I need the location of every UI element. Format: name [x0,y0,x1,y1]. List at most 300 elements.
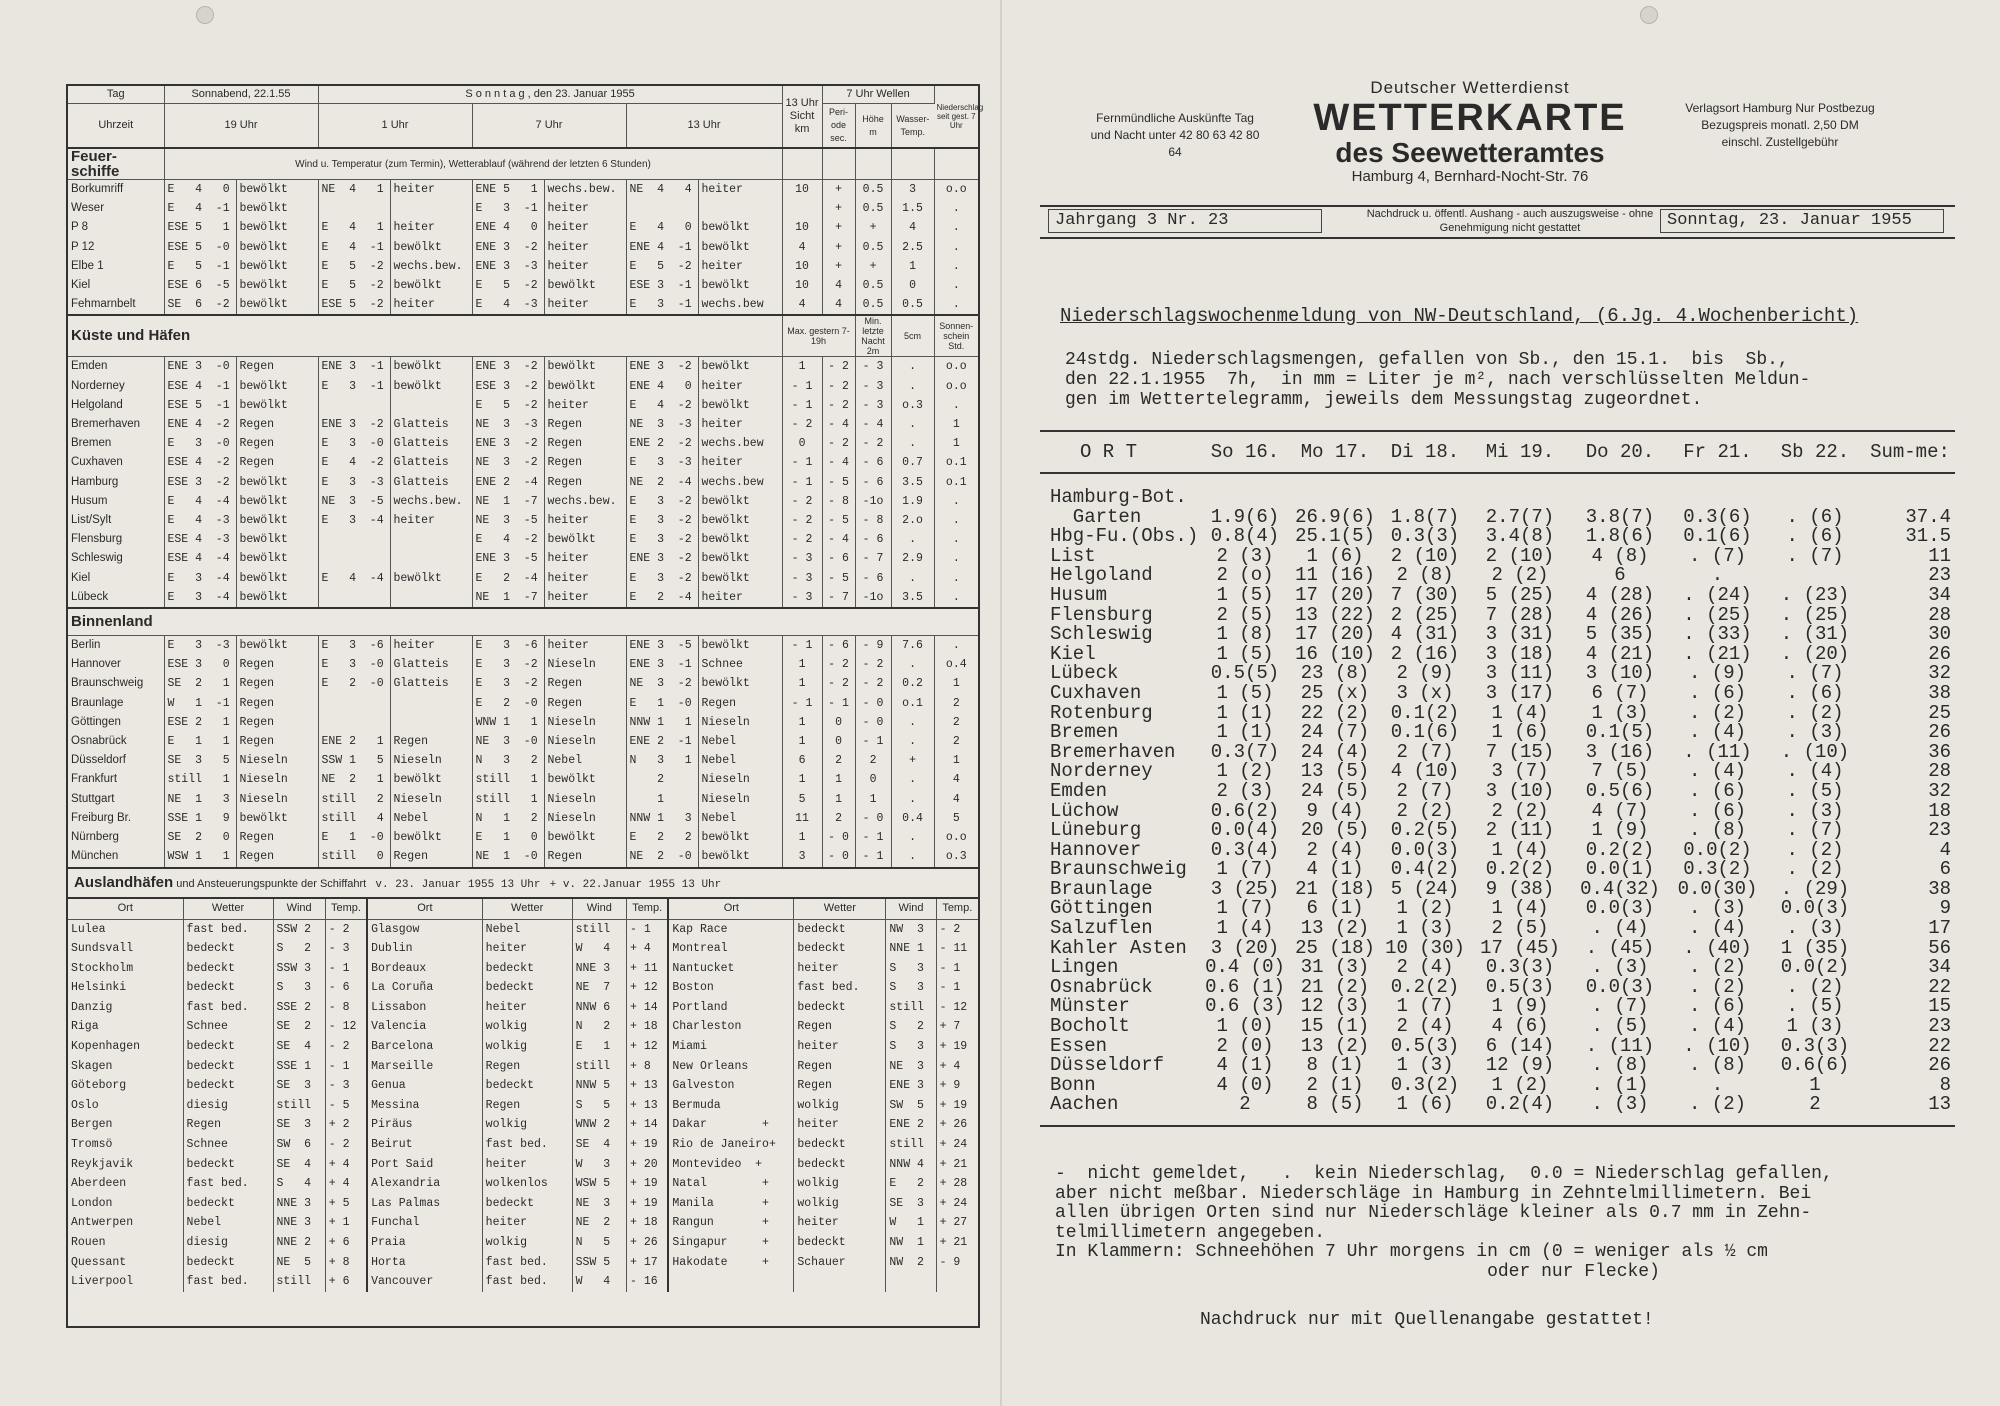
cell: NE 3 -3 [626,415,698,434]
cell: . (9) [1688,662,1746,685]
cell [1380,473,1470,508]
cell: NE 4 4 [626,180,698,200]
cell: ESE 6 -5 [164,276,236,295]
cell: 2.5 [891,238,934,257]
cell: 2 (1) [1306,1073,1364,1096]
cell: SE 3 5 [164,751,236,770]
cell: SE 4 [572,1135,626,1155]
table-row [1040,625,1955,645]
cell: - 3 [325,939,367,959]
cell: 3 [782,847,822,866]
cell: 4 (31) [1390,623,1460,646]
cell: 9 (4) [1306,799,1364,822]
cell: 2 (4) [1396,1015,1454,1038]
cell: 13 (5) [1300,760,1370,783]
cell: - 6 [325,978,367,998]
port-name: Praia [367,1233,482,1253]
cell: bewölkt [236,238,318,257]
cell: 0.3(2) [1683,858,1752,881]
col-wetter: Wetter [482,898,572,920]
table-row [68,939,978,959]
cell: . [891,790,934,809]
cell: 1.9 [891,492,934,511]
cell: Nebel [390,809,472,828]
cell: E 3 -0 [164,434,236,453]
cell: - 1 [855,828,891,847]
cell: E 3 -2 [626,511,698,530]
port-name: Kopenhagen [68,1037,183,1057]
cell: Glatteis [390,674,472,693]
cell: 3 (10) [1485,779,1555,802]
cell: 23 [1928,819,1951,842]
station-name: Bremerhaven [68,415,164,434]
cell: 3 (7) [1491,760,1549,783]
cell: 2 (8) [1396,564,1454,587]
cell: - 6 [855,530,891,549]
cell: 4 (7) [1591,799,1649,822]
station-name: München [68,847,164,866]
cell: . (25) [1780,603,1850,626]
cell: heiter [544,199,626,218]
cell: bewölkt [390,276,472,295]
cell: bewölkt [236,218,318,237]
cell: - 4 [855,415,891,434]
cell: bewölkt [698,218,782,237]
cell: 2 (3) [1216,779,1274,802]
cell: - 7 [855,549,891,568]
cell: E 4 -2 [318,453,390,472]
cell: 23 [1928,564,1951,587]
column-header: O R T [1040,431,1200,473]
port-name: Nantucket [668,959,794,979]
table-row [68,377,978,396]
table-row [68,732,978,751]
cell: ESE 3 0 [164,655,236,674]
punch-hole-right [1640,6,1658,24]
cell: - 3 [325,1076,367,1096]
port-name: Dublin [367,939,482,959]
cell: 0.3(3) [1390,525,1460,548]
cell: 1 [782,770,822,789]
cell: E 4 -4 [164,492,236,511]
cell: heiter [390,636,472,656]
uhrzeit-label: Uhrzeit [68,104,164,149]
cell: 1 [952,677,960,691]
cell: - 3 [855,396,891,415]
table-row [1040,586,1955,606]
cell: - 1 [939,961,961,975]
port-name: Rio de Janeiro+ [668,1135,794,1155]
cell: still [886,1135,936,1155]
cell: N 3 1 [626,751,698,770]
cell: 4 (10) [1390,760,1460,783]
cell: heiter [794,1213,886,1233]
cell: . [891,713,934,732]
datum: Sonntag, 23. Januar 1955 [1660,209,1944,233]
cell: Regen [236,847,318,866]
cell: ESE 5 1 [164,218,236,237]
cell: NE 5 [273,1253,325,1273]
cell: 1 (7) [1216,858,1274,881]
section-title: Feuer-schiffe [68,148,164,180]
cell: Regen [236,732,318,751]
cell: 0.5(6) [1585,779,1655,802]
precip-rows [1040,473,1955,1126]
cell: Regen [794,1076,886,1096]
cell: + 18 [627,1017,669,1037]
port-name: Reykjavik [68,1155,183,1175]
station-name: List [1050,544,1096,567]
cell: 4 [782,295,822,315]
port-name: Rangun + [668,1213,794,1233]
cell: E 1 -0 [626,694,698,713]
cell: . (7) [1786,819,1844,842]
cell: 24 (4) [1300,740,1370,763]
cell: 1 (2) [1216,760,1274,783]
cell: 0.4(32) [1580,877,1660,900]
cell: . (7) [1786,662,1844,685]
cell: . (3) [1786,721,1844,744]
cell: 3 [891,180,934,200]
cell: + 2 [325,1115,367,1135]
table-row [68,588,978,608]
cell [1570,473,1670,508]
cell: SE 2 1 [164,674,236,693]
table-row [68,674,978,693]
cell: Glatteis [390,434,472,453]
cell: 1 (2) [1491,1073,1549,1096]
station-name: List/Sylt [68,511,164,530]
cell: 31 (3) [1300,956,1370,979]
cell: - 3 [782,569,822,588]
table-row [68,530,978,549]
cell: 1 [952,437,960,451]
cell: 0.2(2) [1390,975,1460,998]
station-name: Husum [1050,583,1108,606]
port-name: Barcelona [367,1037,482,1057]
cell: - 1 [627,919,669,939]
port-name: Galveston [668,1076,794,1096]
cell: 1 (8) [1216,623,1274,646]
cell: SW 5 [886,1096,936,1116]
cell: SSW 3 [273,959,325,979]
cell: 6 [1614,564,1626,587]
cell: heiter [544,238,626,257]
cell: + 12 [627,1037,669,1057]
table-row [1040,723,1955,743]
cell: NE 2 1 [318,770,390,789]
cell: o.1 [945,475,967,489]
cell: E 3 -1 [318,377,390,396]
cell: . [952,639,960,653]
cell: E 2 2 [626,828,698,847]
cell: + 4 [939,1059,961,1073]
cell: 0.1(6) [1390,721,1460,744]
cell: 3.5 [891,588,934,608]
fernmuendlich: Fernmündliche Auskünfte Tag und Nacht unter 42 80 63 42 80 64 [1090,111,1260,159]
col-ort: Ort [68,898,183,920]
cell: heiter [794,959,886,979]
cell: - 5 [822,473,855,492]
cell: 2 (9) [1396,662,1454,685]
cell: - 2 [782,415,822,434]
cell: E 5 -2 [318,276,390,295]
station-name: Elbe 1 [68,257,164,276]
cell: bewölkt [236,549,318,568]
station-name: Norderney [1050,760,1153,783]
station-name: Aachen [1040,1095,1200,1126]
cell: Nieseln [544,713,626,732]
cell: Nieseln [236,751,318,770]
cell: 3 (31) [1485,623,1555,646]
cell: 16 (10) [1295,642,1375,665]
cell: Glatteis [390,473,472,492]
port-name: Singapur + [668,1233,794,1253]
cell: + 1 [325,1213,367,1233]
port-name: Liverpool [68,1272,183,1292]
cell: - 2 [325,919,367,939]
cell: . (6) [1786,525,1844,548]
cell: ESE 3 -2 [164,473,236,492]
station-name: Lüneburg [1050,819,1142,842]
col-wind: Wind [572,898,626,920]
cell: 1 (2) [1396,897,1454,920]
cell: Regen [794,1057,886,1077]
cell: E 3 -2 [626,530,698,549]
cell: NE 2 [572,1213,626,1233]
cell: NE 3 [886,1057,936,1077]
table-row [68,1076,978,1096]
cell: heiter [794,1115,886,1135]
cell: NNE 1 [886,939,936,959]
cell: . (5) [1786,995,1844,1018]
table-row [68,636,978,656]
cell: E 4 -1 [318,238,390,257]
station-name: Göttingen [1050,897,1153,920]
port-name: Beirut [367,1135,482,1155]
cell: 25 (x) [1300,681,1370,704]
port-name: Funchal [367,1213,482,1233]
cell: fast bed. [482,1135,572,1155]
column-header: Mo 17. [1290,431,1380,473]
cell: 1 (4) [1216,917,1274,940]
cell: heiter [794,1037,886,1057]
table-row [68,1115,978,1135]
cell: E 3 -0 [318,655,390,674]
cell: 6 [782,751,822,770]
station-name: Garten [1050,505,1142,528]
cell: . [952,298,960,312]
cell: + 14 [627,1115,669,1135]
table-row [68,1213,978,1233]
page-fold [1000,0,1002,1406]
cell: bewölkt [698,549,782,568]
col-wetter: Wetter [183,898,273,920]
cell: . [891,655,934,674]
verlag: Verlagsort Hamburg Nur Postbezug Bezugspreis monatl. 2,50 DM einschl. Zustellgebühr [1685,101,1875,149]
cell [318,713,390,732]
col-temp: Temp. [325,898,367,920]
cell: wechs.bew. [544,180,626,200]
cell: SE 4 [273,1155,325,1175]
nachdruck-header: Nachdruck u. öffentl. Aushang - auch auszugsweise - ohne Genehmigung nicht gestattet [1366,208,1654,234]
station-name: Rotenburg [1050,701,1153,724]
cell: bedeckt [482,978,572,998]
cell: . [891,847,934,866]
cell: 6 (1) [1306,897,1364,920]
cell: 2 (7) [1396,779,1454,802]
cell: E 1 0 [472,828,544,847]
column-header: Di 18. [1380,431,1470,473]
cell: heiter [544,396,626,415]
table-row [1040,664,1955,684]
cell [318,396,390,415]
cell: - 3 [855,357,891,377]
cell: 0.6 (1) [1205,975,1285,998]
cell: . [891,732,934,751]
cell: SE 2 [273,1017,325,1037]
cell: - 6 [822,636,855,656]
kueste-rows [68,357,978,608]
cell: + 18 [627,1213,669,1233]
cell: SSE 1 9 [164,809,236,828]
cell: 1 [1809,1073,1821,1096]
cell: bedeckt [482,959,572,979]
port-name: Antwerpen [68,1213,183,1233]
punch-hole-left [196,6,214,24]
tag-label: Tag [68,86,164,104]
cell: SW 6 [273,1135,325,1155]
cell: Regen [482,1096,572,1116]
cell: + 20 [627,1155,669,1175]
station-name: Bremen [1050,721,1119,744]
cell: 0.0(30) [1677,877,1758,900]
niederschlag-label: Niederschlag seit gest. 7 Uhr [934,86,978,148]
cell: + 6 [325,1272,367,1292]
cell: - 5 [822,569,855,588]
station-name: Flensburg [1050,603,1153,626]
cell: still [273,1096,325,1116]
cell: - 2 [822,434,855,453]
cell: 7 (28) [1485,603,1555,626]
col-wetter: Wetter [794,898,886,920]
cell: 24 (7) [1300,721,1370,744]
cell: NE 1 -7 [472,492,544,511]
ausland-rows [68,919,978,1292]
cell: - 2 [822,674,855,693]
cell: . (20) [1780,642,1850,665]
cell: bedeckt [794,998,886,1018]
cell: Regen [236,694,318,713]
cell: bewölkt [390,357,472,377]
cell: . (33) [1683,623,1752,646]
cell: + 4 [325,1174,367,1194]
cell: 2 (4) [1396,956,1454,979]
cell: o.o [945,379,967,393]
cell: bewölkt [236,257,318,276]
cell: Nieseln [698,713,782,732]
cell: SSW 1 5 [318,751,390,770]
cell [1470,473,1570,508]
cell: - 1 [782,636,822,656]
cell: ENE 3 -0 [164,357,236,377]
wasser-label: Wasser-Temp. [891,104,934,149]
cell: 2 (5) [1491,917,1549,940]
cell: 4 (26) [1585,603,1655,626]
port-name: Las Palmas [367,1194,482,1214]
cell: - 8 [325,998,367,1018]
cell [936,1272,978,1292]
cell: Schnee [698,655,782,674]
cell: Regen [544,847,626,866]
cell: bewölkt [544,357,626,377]
cell [1670,473,1765,508]
station-name: Fehmarnbelt [68,295,164,315]
cell: 4 [952,792,960,806]
cell: ENE 3 -1 [318,357,390,377]
cell: 30 [1928,623,1951,646]
cell: 3.5 [891,473,934,492]
cell: ESE 5 -1 [164,396,236,415]
port-name: Kap Race [668,919,794,939]
cell: bewölkt [698,511,782,530]
cell: - 2 [782,530,822,549]
cell: E 3 -3 [164,636,236,656]
cell: bewölkt [236,396,318,415]
cell [390,588,472,608]
table-row [1040,684,1955,704]
station-name: Göttingen [68,713,164,732]
cell: Regen [183,1115,273,1135]
cell: . (2) [1688,975,1746,998]
sicht-label: 13 Uhr Sicht km [782,86,822,148]
cell: heiter [482,998,572,1018]
cell: - 6 [855,473,891,492]
cell: . (6) [1688,779,1746,802]
cell: still 2 [318,790,390,809]
cell: 1.8(6) [1585,525,1655,548]
cell: E 3 -2 [472,674,544,693]
port-name: Boston [668,978,794,998]
cell: 0.0(3) [1585,897,1655,920]
station-name: Essen [1050,1034,1108,1057]
cell: SSE 1 [273,1057,325,1077]
cell: o.1 [891,694,934,713]
cell: . (8) [1591,1054,1649,1077]
cell: E 4 0 [164,180,236,200]
station-name: Braunschweig [1050,858,1187,881]
table-row [68,1135,978,1155]
cell: - 0 [855,809,891,828]
cell [318,694,390,713]
cell: . (25) [1683,603,1752,626]
cell: bewölkt [544,276,626,295]
cell: + 6 [325,1233,367,1253]
cell: E 1 [572,1037,626,1057]
cell: - 4 [822,453,855,472]
table-row [68,396,978,415]
cell: 25 [1928,701,1951,724]
cell: heiter [390,295,472,315]
cell: 4 (28) [1585,583,1655,606]
port-name: La Coruña [367,978,482,998]
cell: N 3 2 [472,751,544,770]
cell: S 2 [273,939,325,959]
cell: fast bed. [183,1174,273,1194]
cell: bedeckt [183,939,273,959]
cell: . [952,514,960,528]
cell: 2 (16) [1390,642,1460,665]
